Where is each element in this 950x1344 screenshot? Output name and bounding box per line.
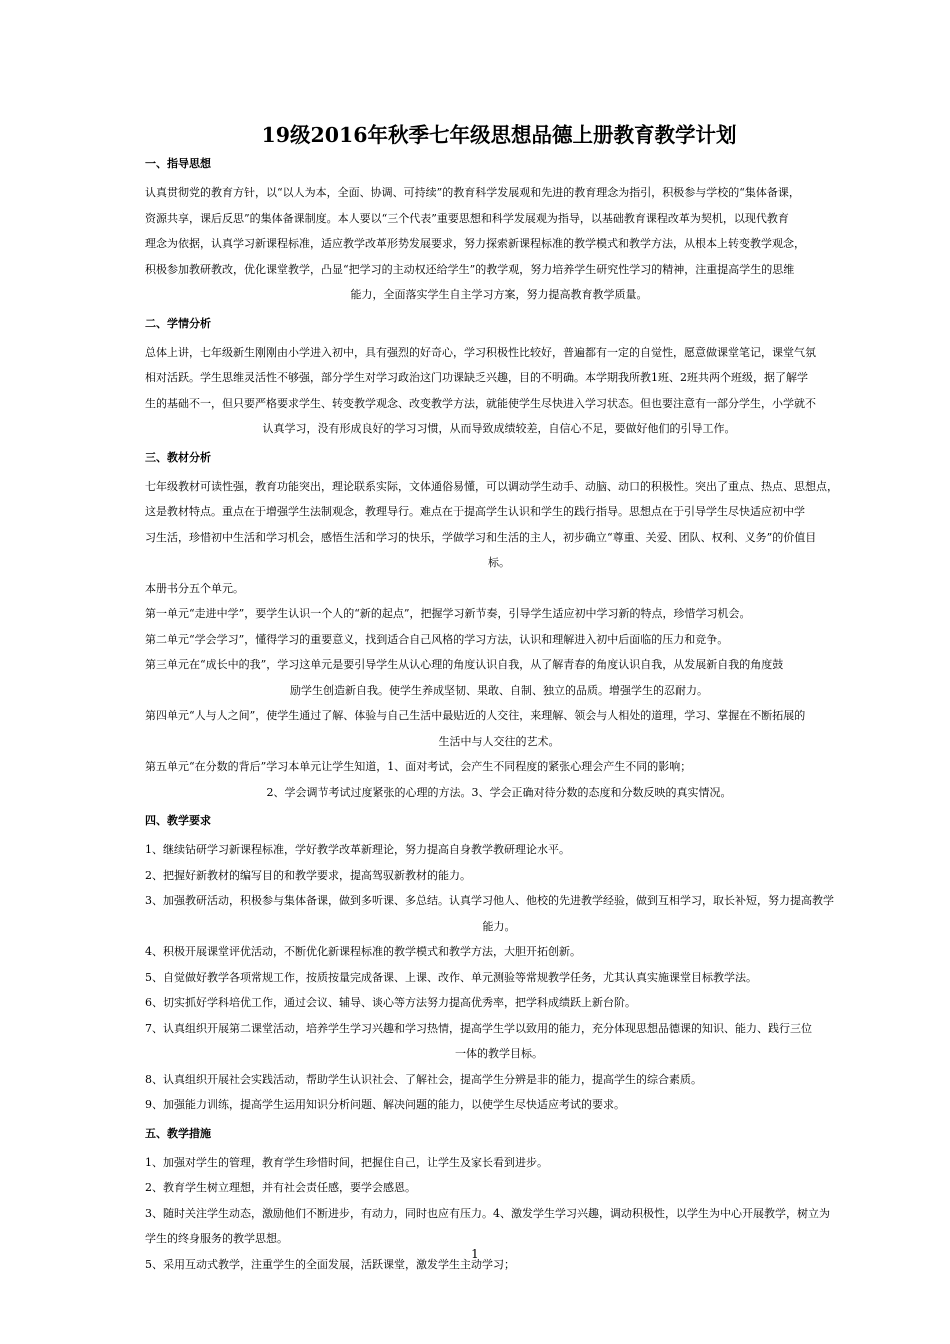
paragraph-line: 资源共享，课后反思”的集体备课制度。本人要以“三个代表”重要思想和科学发展观为指导，以基础教育课程改革为契机，以现代教育 bbox=[145, 211, 789, 225]
paragraph-line: 总体上讲，七年级新生刚刚由小学进入初中，具有强烈的好奇心，学习积极性比较好，普遍都有一定的自觉性，愿意做课堂笔记，课堂气氛 bbox=[145, 345, 816, 359]
list-item: 4、积极开展课堂评优活动，不断优化新课程标准的教学模式和教学方法，大胆开拓创新。 bbox=[145, 945, 581, 958]
list-item: 能力。 bbox=[482, 919, 516, 933]
paragraph-line: 积极参加教研教改，优化课堂教学，凸显“把学习的主动权还给学生”的教学观，努力培养学生研究性学习的精神，注重提高学生的思维 bbox=[145, 262, 795, 276]
list-item: 6、切实抓好学科培优工作，通过会议、辅导、谈心等方法努力提高优秀率，把学科成绩跃上新台阶。 bbox=[145, 996, 636, 1009]
paragraph-line: 相对活跃。学生思维灵活性不够强，部分学生对学习政治这门功课缺乏兴趣，目的不明确。本学期我所教1班、2班共两个班级，据了解学 bbox=[145, 371, 808, 384]
section-heading-teaching-requirements: 四、教学要求 bbox=[145, 814, 211, 827]
document-title: 19级2016年秋季七年级思想品德上册教育教学计划 bbox=[261, 123, 737, 147]
list-item: 2、把握好新教材的编写目的和教学要求，提高驾驭新教材的能力。 bbox=[145, 868, 471, 882]
list-item: 8、认真组织开展社会实践活动，帮助学生认识社会、了解社会，提高学生分辨是非的能力，提高学生的综合素质。 bbox=[145, 1072, 702, 1086]
paragraph-line: 习生活，珍惜初中生活和学习机会，感悟生活和学习的快乐，学做学习和生活的主人，初步确立“尊重、关爱、团队、权利、义务”的价值目 bbox=[145, 530, 817, 544]
list-item: 5、采用互动式教学，注重学生的全面发展，活跃课堂，激发学生主动学习； bbox=[145, 1257, 515, 1271]
paragraph-line: 理念为依据，认真学习新课程标准，适应教学改革形势发展要求，努力探索新课程标准的教学模式和教学方法，从根本上转变教学观念， bbox=[145, 237, 805, 250]
paragraph-line: 这是教材特点。重点在于增强学生法制观念，教理导行。难点在于提高学生认识和学生的践行指导。思想点在于引导学生尽快适应初中学 bbox=[145, 505, 805, 518]
section-heading-teaching-measures: 五、教学措施 bbox=[145, 1126, 211, 1140]
document-body bbox=[145, 118, 853, 1277]
list-item: 2、教育学生树立理想，并有社会责任感，要学会感恩。 bbox=[145, 1181, 416, 1194]
list-item: 5、自觉做好教学各项常规工作，按质按量完成备课、上课、改作、单元测验等常规教学任务，尤其认真实施课堂目标教学法。 bbox=[145, 970, 757, 984]
section-heading-guiding-ideology: 一、指导思想 bbox=[145, 157, 211, 170]
unit-line: 第五单元“在分数的背后”学习本单元让学生知道，1、面对考试，会产生不同程度的紧张心理会产生不同的影响； bbox=[145, 760, 692, 773]
unit-line: 2、学会调节考试过度紧张的心理的方法。3、学会正确对待分数的态度和分数反映的真实情况。 bbox=[266, 785, 732, 799]
paragraph-line: 生的基础不一，但只要严格要求学生、转变教学观念、改变教学方法，就能使学生尽快进入学习状态。但也要注意有一部分学生，小学就不 bbox=[145, 396, 816, 410]
unit-line: 第二单元“学会学习”，懂得学习的重要意义，找到适合自己风格的学习方法，认识和理解进入初中后面临的压力和竞争。 bbox=[145, 632, 729, 646]
unit-line: 第三单元在“成长中的我”，学习这单元是要引导学生从认心理的角度认识自我，从了解青春的角度认识自我，从发展新自我的角度鼓 bbox=[145, 658, 784, 671]
unit-line: 生活中与人交往的艺术。 bbox=[438, 734, 560, 748]
unit-line: 励学生创造新自我。使学生养成坚韧、果敢、自制、独立的品质。增强学生的忍耐力。 bbox=[290, 683, 708, 697]
page-number: 1 bbox=[471, 1247, 479, 1261]
paragraph-line: 认真学习，没有形成良好的学习习惯，从而导致成绩较差，自信心不足，要做好他们的引导工作。 bbox=[262, 422, 736, 435]
list-item: 1、加强对学生的管理，教育学生珍惜时间，把握住自己，让学生及家长看到进步。 bbox=[145, 1155, 548, 1169]
paragraph-line: 能力，全面落实学生自主学习方案，努力提高教育教学质量。 bbox=[350, 288, 648, 301]
unit-line: 第一单元“走进中学”，要学生认识一个人的“新的起点”，把握学习新节奏，引导学生适应初中学习新的特点，珍惜学习机会。 bbox=[145, 607, 751, 620]
section-heading-student-analysis: 二、学情分析 bbox=[145, 316, 211, 330]
list-item: 一体的教学目标。 bbox=[455, 1047, 543, 1060]
list-item: 3、随时关注学生动态，激励他们不断进步，有动力，同时也应有压力。4、激发学生学习兴趣，调动积极性，以学生为中心开展教学，树立为 bbox=[145, 1206, 830, 1220]
list-item: 3、加强教研活动，积极参与集体备课，做到多听课、多总结。认真学习他人、他校的先进教学经验，做到互相学习，取长补短，努力提高教学 bbox=[145, 894, 834, 907]
paragraph-line: 本册书分五个单元。 bbox=[145, 581, 244, 595]
paragraph-line: 认真贯彻党的教育方针，以“以人为本，全面、协调、可持续”的教育科学发展观和先进的教育理念为指引，积极参与学校的“集体备课， bbox=[145, 186, 800, 199]
unit-line: 第四单元“人与人之间”，使学生通过了解、体验与自己生活中最贴近的人交往，来理解、领会与人相处的道理，学习、掌握在不断拓展的 bbox=[145, 709, 806, 722]
list-item: 学生的终身服务的教学思想。 bbox=[145, 1232, 288, 1245]
paragraph-line: 七年级教材可读性强，教育功能突出，理论联系实际，文体通俗易懂，可以调动学生动手、动脑、动口的积极性。突出了重点、热点、思想点， bbox=[145, 479, 838, 493]
list-item: 9、加强能力训练，提高学生运用知识分析问题、解决问题的能力，以使学生尽快适应考试的要求。 bbox=[145, 1098, 625, 1111]
list-item: 7、认真组织开展第二课堂活动，培养学生学习兴趣和学习热情，提高学生学以致用的能力，充分体现思想品德课的知识、能力、践行三位 bbox=[145, 1021, 812, 1035]
list-item: 1、继续钻研学习新课程标准，学好教学改革新理论，努力提高自身教学教研理论水平。 bbox=[145, 843, 570, 856]
paragraph-line: 标。 bbox=[488, 556, 510, 569]
section-heading-textbook-analysis: 三、教材分析 bbox=[145, 450, 211, 464]
